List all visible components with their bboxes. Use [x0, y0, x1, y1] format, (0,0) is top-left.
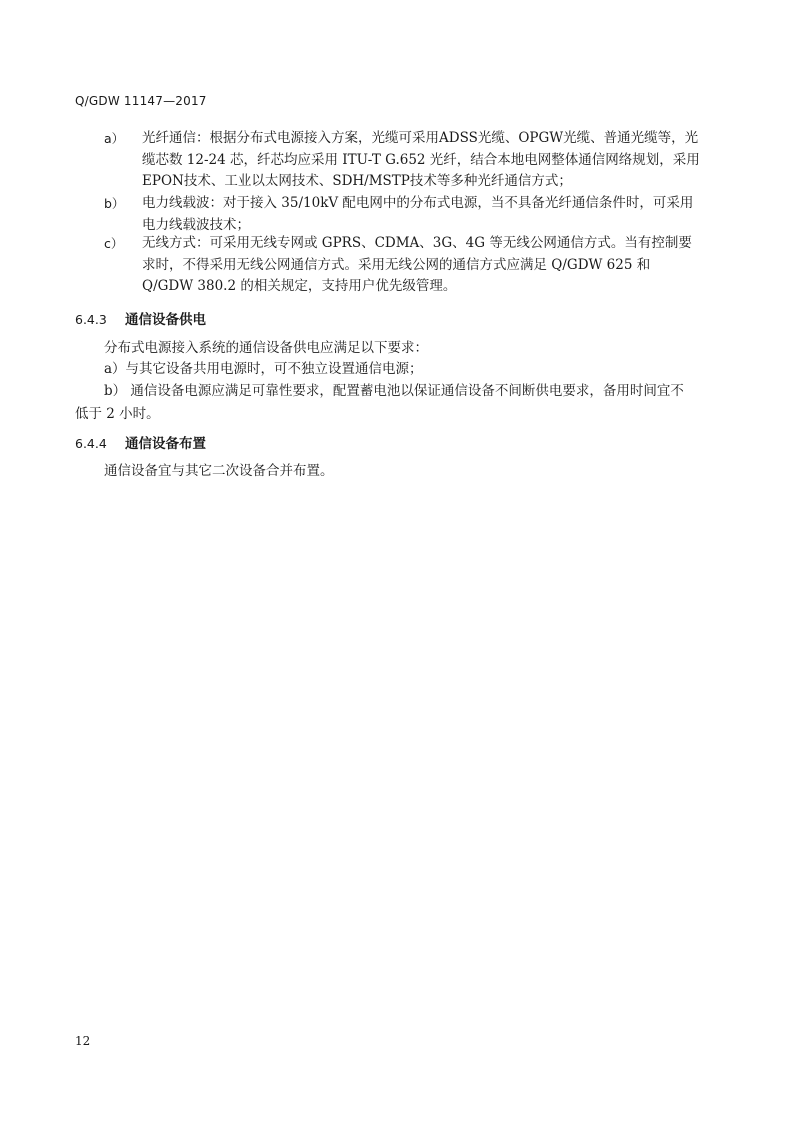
document-id-header: Q/GDW 11147—2017 — [75, 94, 207, 108]
section-number: 6.4.3 — [75, 312, 107, 327]
list-marker: a） — [104, 131, 125, 146]
section-title: 通信设备供电 — [125, 312, 206, 328]
power-supply-item-b: b） 通信设备电源应满足可靠性要求，配置蓄电池以保证通信设备不间断供电要求，备用时间宜不低于 2 小时。 — [75, 383, 684, 422]
section-heading-6-4-4 — [75, 432, 206, 452]
list-item-text: 无线方式：可采用无线专网或 GPRS、CDMA、3G、4G 等无线公网通信方式。当有控制要求时，不得采用无线公网通信方式。采用无线公网的通信方式应满足 Q/GDW 625 和 Q/GDW 380.2 的相关规定，支持用户优先级管理。 — [142, 235, 692, 294]
list-item-text: 光纤通信：根据分布式电源接入方案，光缆可采用ADSS光缆、OPGW光缆、普通光缆等，光缆芯数 12-24 芯，纤芯均应采用 ITU-T G.652 光纤，结合本地电网整体通信网络规划，采用EPON技术、工业以太网技术、SDH/MSTP技术等多种光纤通信方式； — [142, 130, 700, 189]
list-item-wireless — [104, 233, 700, 298]
section-title: 通信设备布置 — [125, 436, 206, 452]
list-marker: c） — [104, 236, 124, 251]
section-number: 6.4.4 — [75, 436, 107, 451]
power-supply-intro: 分布式电源接入系统的通信设备供电应满足以下要求： — [104, 340, 428, 356]
list-item-power-line-carrier — [104, 193, 700, 236]
list-item-fiber-communication — [104, 128, 700, 193]
equipment-layout-body: 通信设备宜与其它二次设备合并布置。 — [104, 463, 334, 479]
list-item-text: 电力线载波：对于接入 35/10kV 配电网中的分布式电源，当不具备光纤通信条件时，可采用电力线载波技术； — [142, 195, 694, 233]
page-number: 12 — [75, 1034, 91, 1048]
section-heading-6-4-3 — [75, 308, 206, 328]
power-supply-item-a: a）与其它设备共用电源时，可不独立设置通信电源； — [104, 361, 423, 377]
list-marker: b） — [104, 196, 125, 211]
